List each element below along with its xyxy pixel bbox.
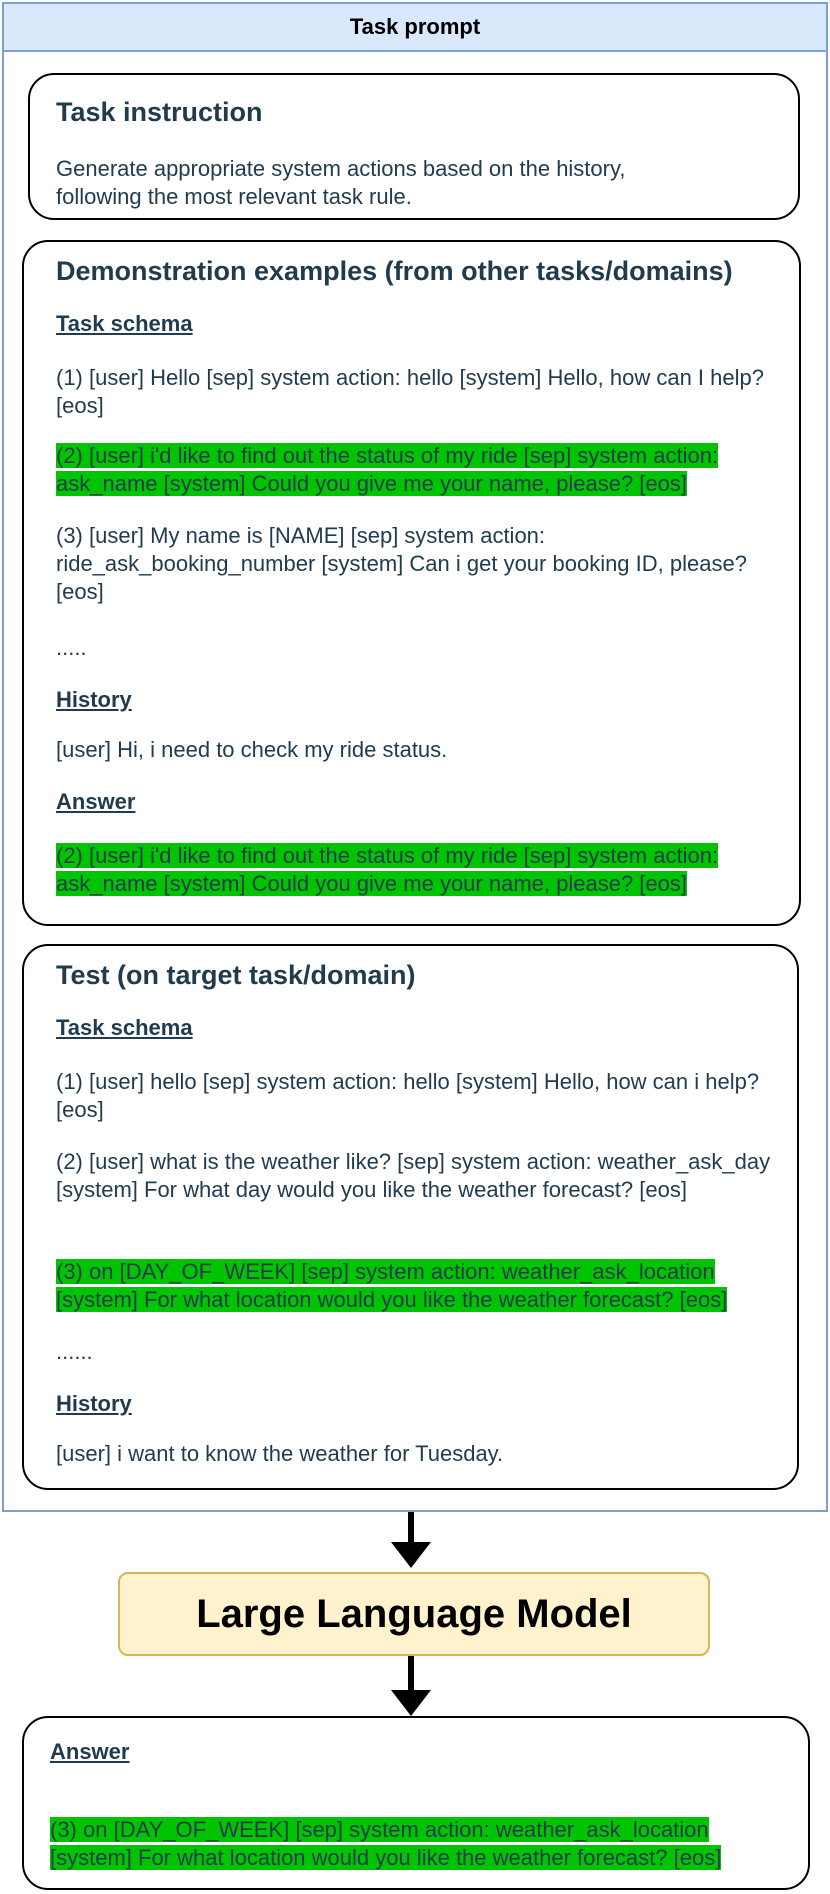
highlight: (2) [user] i'd like to find out the status of my ride [sep] system action: ask_name [system] Could you give me your name, please? [eos] bbox=[56, 443, 719, 496]
test-schema-item-3 bbox=[56, 1258, 796, 1314]
output-answer-label: Answer bbox=[50, 1739, 130, 1764]
demo-schema-item-2 bbox=[56, 442, 796, 498]
test-ellipsis: ...... bbox=[56, 1339, 93, 1364]
task-prompt-header: Task prompt bbox=[4, 4, 826, 52]
test-box bbox=[22, 944, 799, 1490]
demo-history-text: [user] Hi, i need to check my ride status. bbox=[56, 737, 448, 762]
highlight: (3) on [DAY_OF_WEEK] [sep] system action: weather_ask_location [system] For what location would you like the weather forecast? [eos] bbox=[50, 1817, 722, 1870]
test-schema-item-1: (1) [user] hello [sep] system action: hello [system] Hello, how can i help? [eos] bbox=[56, 1069, 760, 1122]
arrow-to-model-shaft bbox=[408, 1512, 414, 1544]
demo-answer-text bbox=[56, 842, 796, 898]
test-history-text: [user] i want to know the weather for Tuesday. bbox=[56, 1441, 504, 1466]
output-answer-text bbox=[50, 1816, 795, 1872]
output-answer-box bbox=[22, 1716, 810, 1890]
test-schema-item-2: (2) [user] what is the weather like? [sep] system action: weather_ask_day [system] For what day would you like the weather forecast? [eos] bbox=[56, 1149, 771, 1202]
demo-schema-item-3: (3) [user] My name is [NAME] [sep] system action: ride_ask_booking_number [system] Can i get your booking ID, please? [eos] bbox=[56, 523, 747, 604]
demo-schema-item-1: (1) [user] Hello [sep] system action: hello [system] Hello, how can I help? [eos] bbox=[56, 365, 764, 418]
arrow-to-answer-head bbox=[391, 1690, 431, 1716]
test-title: Test (on target task/domain) bbox=[56, 960, 416, 990]
task-instruction-box bbox=[28, 73, 800, 220]
demonstration-box bbox=[22, 240, 801, 926]
arrow-to-model-head bbox=[391, 1542, 431, 1568]
test-schema-label: Task schema bbox=[56, 1015, 193, 1040]
test-history-label: History bbox=[56, 1391, 132, 1416]
task-instruction-title: Task instruction bbox=[56, 97, 263, 127]
demo-ellipsis: ..... bbox=[56, 635, 87, 660]
demo-answer-label: Answer bbox=[56, 789, 136, 814]
arrow-to-answer-shaft bbox=[408, 1656, 414, 1692]
demo-history-label: History bbox=[56, 687, 132, 712]
highlight: (3) on [DAY_OF_WEEK] [sep] system action: weather_ask_location [system] For what location would you like the weather forecast? [eos] bbox=[56, 1259, 728, 1312]
demo-schema-label: Task schema bbox=[56, 311, 193, 336]
task-instruction-text: Generate appropriate system actions based on the history, following the most relevant task rule. bbox=[56, 156, 626, 209]
demonstration-title: Demonstration examples (from other tasks/domains) bbox=[56, 256, 733, 286]
large-language-model-box: Large Language Model bbox=[118, 1572, 710, 1656]
highlight: (2) [user] i'd like to find out the status of my ride [sep] system action: ask_name [system] Could you give me your name, please? [eos] bbox=[56, 843, 719, 896]
